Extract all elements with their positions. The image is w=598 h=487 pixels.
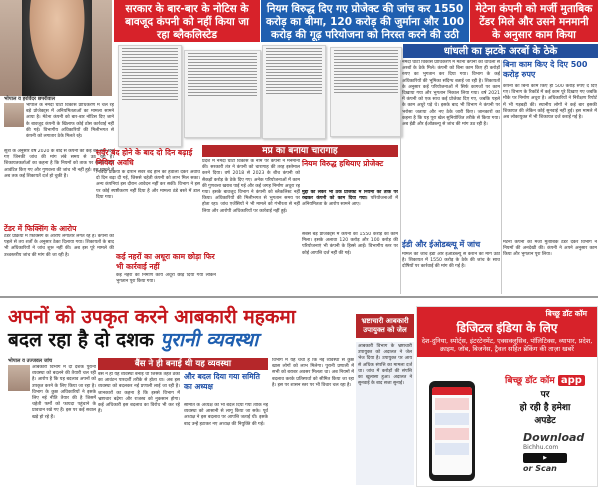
right-lower-text: मामले की जांच ईडी और ईओडब्ल्यू से कराने की मांग उठी है। शिकायत में 1550 करोड़ के ठेके की जांच के साथ दोषियों पर कार्रवाई की मांग की गई है। (402, 252, 500, 270)
head-tender-fixing: टेंडर में फिक्सिंग के आरोप (4, 224, 77, 233)
head-committee-chair: और बदल दिया गया समिति का अध्यक्ष (184, 372, 260, 391)
col-divider-1 (400, 60, 401, 294)
col-divider-2 (501, 60, 502, 294)
bottom-col-4-text: विभाग में यह चर्चा है कि नई व्यवस्था से कुछ खास लोगों को लाभ मिलेगा। पुरानी प्रणाली में सभी को बराबर अवसर मिलता था। अब नियमों में बदलाव करके प्रतिस्पर्धा को सीमित किया जा रहा है। इस पर शासन स्तर पर भी विचार चल रहा है। (272, 358, 354, 388)
right-col-1-text: नर्मदा घाटी विकास प्राधिकरण में मेटेना कंपनी को धांधली से अरबों के ठेके मिले। कंपनी को बिना काम किए ही करोड़ों रुपए का भुगतान कर दिया गया। विभाग के कई अधिकारियों की भूमिका संदिग्ध बताई जा रही है। शिकायतों के अनुसार कई परियोजनाओं में सिर्फ कागजों पर काम दिखाया गया और भुगतान निकाल लिया गया। वर्ष 2021 में कंपनी को एक साथ कई प्रोजेक्ट दिए गए, जबकि पहले के काम अधूरे पड़े थे। इसके बाद भी विभाग ने कंपनी पर भरोसा जताया और नए ठेके जारी किए। जानकारों का कहना है कि यह पूरा खेल सुनियोजित तरीके से किया गया। अब ईडी और ईओडब्ल्यू से जांच की मांग उठ रही है। (402, 60, 500, 128)
ad-cta-line2: पर (540, 390, 550, 400)
google-play-icon[interactable]: ▶ (523, 453, 567, 463)
reporter-photo (4, 103, 24, 127)
document-image-1 (118, 45, 182, 147)
left-lower-text: टेंडर प्रक्रिया में फिक्सिंग के आरोप लगातार लगते रहे हैं। कंपनी को पहले से तय शर्तों के अनुसार ठेका दिलाया गया। शिकायतों के बाद भी अधिकारियों ने जांच शुरू नहीं की। अब इस पूरे मामले की उच्चस्तरीय जांच की मांग की जा रही है। (4, 234, 114, 258)
ad-panel[interactable] (416, 306, 598, 487)
side-box-title: भ्रष्टाचारी आबकारी उपायुक्त को जेल (356, 314, 414, 338)
bottom-col-2-text: बैंस ने ही यह व्यवस्था बनाई थी जिसके तहत ठेकों का आवंटन पारदर्शी तरीके से होता था। अब इस व्यवस्था को बदलकर नई प्रणाली लाई जा रही है। जानकारों का कहना है कि इससे विभाग में भ्रष्टाचार बढ़ेगा और राजस्व को नुकसान होगा। कई अधिकारी इस बदलाव का विरोध भी कर रहे हैं। (98, 372, 180, 415)
bottom-col-3-text: समिति के अध्यक्ष को भी बदल दिया गया ताकि नई व्यवस्था को आसानी से लागू किया जा सके। पूर्व अध्यक्ष ने इस बदलाव पर आपत्ति जताई थी। इसके बाद उन्हें हटाकर नए अध्यक्ष की नियुक्ति की गई। (184, 403, 268, 427)
document-image-4 (330, 47, 402, 137)
left-column-text: भोपाल के नर्मदा घाटी विकास प्राधिकरण में चल रहे बड़े प्रोजेक्ट्स में अनियमितताओं का मामला सामने आया है। मेटेना कंपनी को बार-बार नोटिस दिए जाने के बावजूद कंपनी के खिलाफ कोई ठोस कार्रवाई नहीं की गई। विभागीय अधिकारियों की मिलीभगत से कंपनी को लगातार ठेके मिलते रहे। (26, 103, 114, 140)
head-projects-grabbed: नियम विरुद्ध हथियाए प्रोजेक्ट (302, 159, 384, 168)
head-server-shutdown: सर्वर बंद होने के बाद दो दिन बढ़ाई निविदा अवधि (96, 148, 193, 167)
right-col-2-text: कंपनी को बिना काम किए ही 500 करोड़ रुपए दे दिए गए। विभाग के रिकॉर्ड में कई काम पूरे दिखाए गए जबकि मौके पर निर्माण अधूरा है। अधिकारियों ने निरीक्षण रिपोर्ट में भी गड़बड़ी की। स्थानीय लोगों ने कई बार इसकी शिकायत की लेकिन कोई सुनवाई नहीं हुई। इस मामले में अब लोकायुक्त में भी शिकायत दर्ज कराई गई है। (503, 84, 597, 121)
byline-bottom: भोपाल व उज्जवल जांच (8, 358, 52, 364)
ad-cta (495, 375, 595, 426)
ad-brand-bar (417, 307, 597, 320)
banner-project-probe: नियम विरुद्ध दिए गए प्रोजेक्ट की जांच कर 1550 करोड़ का बीमा, 120 करोड़ की जुर्माना और 100 करोड़ की गूढ़ परियोजना को निरस्त करने की उठी (261, 0, 469, 42)
ad-download-label: Download (523, 431, 585, 444)
mid-text-under-docs (114, 230, 116, 232)
main-headline-line-2b: पुरानी व्यवस्था (160, 329, 259, 351)
ad-cta-line3: हो रही है हमेशा (519, 403, 571, 413)
left-bottom-text: कई नहरों का निर्माण कार्य अधूरा छोड़ दिया गया लेकिन भुगतान पूरा किया गया। (116, 273, 216, 285)
head-ed-eow: ईडी और ईओडब्ल्यू में जांच (402, 240, 481, 249)
byline-top: भोपाल व हरविंदर छपरीवाल (4, 96, 55, 102)
banner-metena-tender: मेटेना कंपनी को मर्जी मुताबिक टेंडर मिले और उसने मनमानी के अनुसार काम किया (470, 0, 598, 42)
middle-column-text: प्रदेश में नर्मदा घाटी विकास के नाम पर कंपनी ने मनमानी की। सरकारी तंत्र ने कंपनी को चारागाह की तरह इस्तेमाल करने दिया। वर्ष 2018 से 2023 के बीच कंपनी को सैकड़ों करोड़ के ठेके दिए गए। अनेक परियोजनाओं में काम की गुणवत्ता खराब पाई गई और कई जगह निर्माण अधूरा रह गया। इसके बावजूद विभाग ने कंपनी को ब्लैकलिस्ट नहीं किया। अधिकारियों की मिलीभगत से भुगतान समय पर होता रहा। जांच एजेंसियों ने भी मामले को गंभीरता से नहीं लिया और आरोपी अधिकारियों पर कार्रवाई नहीं हुई। (202, 159, 300, 214)
main-headline-line-1: अपनों को उपकृत करने आबकारी महकमा (8, 306, 296, 328)
document-image-2 (184, 50, 261, 138)
ad-app-badge: app (558, 375, 585, 386)
left-mid-text: निविदा प्रक्रिया के दौरान सर्वर बंद होने का हवाला देकर अवधि दो दिन बढ़ा दी गई, जिससे चहेती कंपनी को लाभ मिल सका। अन्य कंपनियां इस दौरान आवेदन नहीं कर सकीं। विभाग ने इस पर कोई स्पष्टीकरण नहीं दिया है और मामला ठंडे बस्ते में डाल दिया गया। (96, 170, 200, 200)
mid-bar-title: मप्र का बनाया चारागाह (262, 146, 338, 156)
ad-download-sub: Bichhu.com (523, 444, 559, 451)
main-headline-line-2 (8, 329, 380, 352)
head-incomplete-canals: कई नहरों का अधूरा काम छोड़ा फिर भी कार्रवाई नहीं (116, 252, 215, 271)
ad-or-scan: or Scan (523, 464, 557, 473)
main-headline (8, 306, 380, 352)
ad-phone-image (423, 373, 493, 487)
head-500-crore: बिना काम किए दे दिए 500 करोड़ रुपए (503, 60, 588, 79)
sub-bar-bains: बैंस ने ही बनाई थी यह व्यवस्था (98, 358, 268, 370)
ad-body: देश-दुनिया, स्पोर्ट्स, इंटरटेनमेंट, एक्सक्लूसिव, पॉलिटिक्स, व्यापार, प्रदेश, क्राइम, जॉब, बिजनेस, ट्रैवल सहित ब्रेकिंग की ताज़ा खबरें (417, 336, 597, 357)
section-divider (0, 296, 598, 298)
left-column-text-2: सूत्रों के अनुसार वर्ष 2020 के बाद से कंपनी को कई बड़े टेंडर दिए गए जिनकी जांच की मांग लंबे समय से उठ रही है। शिकायतकर्ताओं का कहना है कि नियमों को ताक पर रखकर ठेके आवंटित किए गए और गुणवत्ता की जांच भी नहीं हुई। इस मामले में अब तक कई शिकायतें दर्ज हो चुकी हैं। (4, 149, 114, 179)
bottom-col-1-text: आबकारी विभाग में दो दशक पुरानी व्यवस्था को बदलने की तैयारी चल रही है। आरोप है कि यह बदलाव अपनों को उपकृत करने के लिए किया जा रहा है। विभाग के कुछ अधिकारियों ने इसके लिए नई नीति तैयार की है जिसमें चहेती फर्मों को फायदा पहुंचाने के प्रावधान रखे गए हैं। इस पर कई सवाल खड़े हो रहे हैं। (32, 365, 96, 420)
mid-right-text: मुद्दों को लेकर भी ठेके प्रोजेक्ट में नियमों को ताक पर रखकर कंपनी को काम दिया गया। परियोजनाओं में अनियमितता के आरोप सामने आए। (302, 190, 398, 208)
top-left-photo (0, 0, 112, 96)
document-image-3 (262, 45, 326, 139)
right-bottom-text: मेटेना कंपनी को मर्जी मुताबिक टेंडर देकर विभाग ने नियमों की अनदेखी की। कंपनी ने अपने अनुसार काम किया और भुगतान पूरा लिया। (503, 240, 597, 258)
ad-download[interactable] (523, 431, 597, 473)
ad-title: डिजिटल इंडिया के लिए (417, 320, 597, 336)
sub-header-rigging: धांधली का झटके अरबों के ठेके (403, 44, 598, 58)
side-box-text: आबकारी विभाग के भ्रष्टाचारी उपायुक्त को अदालत ने जेल भेज दिया है। उपायुक्त पर आय से अधिक संपत्ति का मामला दर्ज था। जांच में करोड़ों की संपत्ति का खुलासा हुआ। अदालत ने सुनवाई के बाद सजा सुनाई। (356, 342, 414, 485)
ad-cta-line4: अपडेट (534, 416, 556, 426)
ad-cta-brand: बिच्छू डॉट कॉम app (495, 375, 595, 387)
banner-notice: सरकार के बार-बार के नोटिस के बावजूद कंपनी को नहीं किया जा रहा ब्लैकलिस्टेड (114, 0, 260, 42)
main-headline-line-2a: बदल रहा है दो दशक (8, 329, 154, 351)
mid-right-text-2: सबसे बड़े प्रोजेक्ट्स में कंपनी को 1550 करोड़ का काम मिला। इसके अलावा 120 करोड़ और 100 करोड़ की परियोजनाएं भी कंपनी के हिस्से आईं। विभागीय स्तर पर कोई आपत्ति दर्ज नहीं की गई। (302, 232, 398, 256)
ad-brand: बिच्छू डॉट कॉम (545, 309, 587, 318)
bottom-reporter-photo (8, 365, 30, 391)
